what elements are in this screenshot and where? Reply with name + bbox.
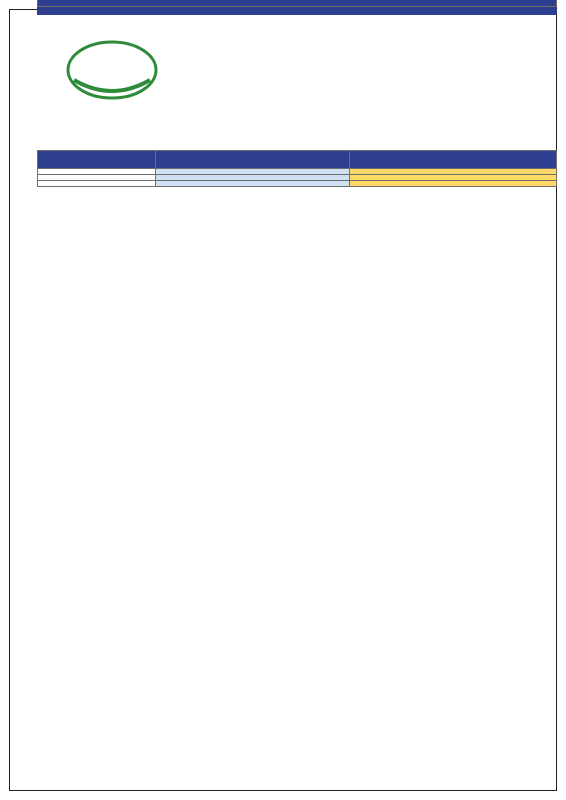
header-unit-price [350, 151, 557, 169]
header-design-content [156, 151, 350, 169]
afta-logo [66, 40, 158, 100]
package-content-cell [156, 181, 350, 187]
price-table [37, 150, 557, 187]
package-price [350, 181, 557, 187]
table-header-row [38, 151, 557, 169]
company-name-block [187, 38, 557, 39]
page-border [9, 9, 557, 791]
package-name-cell [38, 181, 156, 187]
package-row-3 [38, 181, 557, 187]
notes-section [37, 0, 557, 7]
header-package-name [38, 151, 156, 169]
